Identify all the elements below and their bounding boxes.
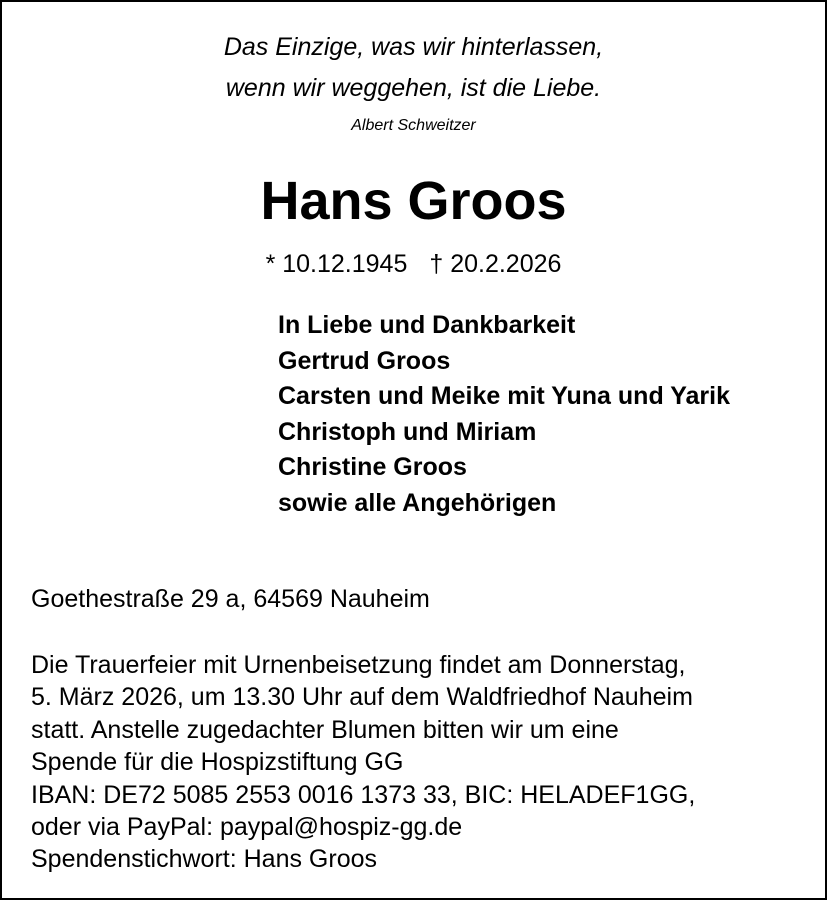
quote-author: Albert Schweitzer	[351, 117, 476, 134]
notice-line: Spendenstichwort: Hans Groos	[31, 845, 378, 874]
address: Goethestraße 29 a, 64569 Nauheim	[31, 585, 430, 613]
mourners-list	[278, 310, 730, 524]
notice-line: 5. März 2026, um 13.30 Uhr auf dem Waldfriedhof Nauheim	[31, 683, 693, 712]
birth-date: * 10.12.1945	[265, 250, 408, 278]
mourner-line: Christoph und Miriam	[278, 417, 537, 446]
notice-line: statt. Anstelle zugedachter Blumen bitten wir um eine	[31, 715, 619, 744]
mourner-line: Christine Groos	[278, 453, 467, 482]
mourner-line: In Liebe und Dankbarkeit	[278, 311, 576, 339]
quote-line-2: wenn wir weggehen, ist die Liebe.	[225, 74, 602, 102]
life-dates	[2, 252, 825, 277]
death-date: † 20.2.2026	[429, 250, 562, 278]
notice-line: Die Trauerfeier mit Urnenbeisetzung findet am Donnerstag,	[31, 651, 686, 679]
deceased-name: Hans Groos	[260, 171, 567, 231]
notice-line: oder via PayPal: paypal@hospiz-gg.de	[31, 812, 463, 841]
funeral-notice	[31, 650, 695, 877]
mourner-line: Carsten und Meike mit Yuna und Yarik	[278, 382, 730, 411]
notice-line: IBAN: DE72 5085 2553 0016 1373 33, BIC: HELADEF1GG,	[31, 780, 696, 809]
mourner-line: Gertrud Groos	[278, 346, 451, 375]
quote-line-1: Das Einzige, was wir hinterlassen,	[223, 33, 604, 61]
mourner-line: sowie alle Angehörigen	[278, 488, 557, 517]
notice-line: Spende für die Hospizstiftung GG	[31, 748, 404, 777]
